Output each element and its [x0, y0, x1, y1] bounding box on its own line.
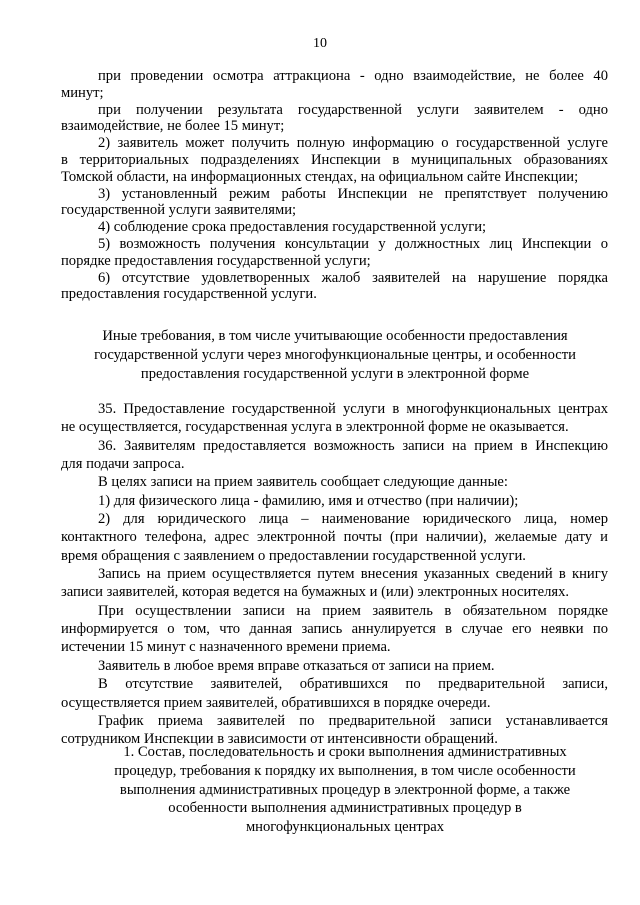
section-heading-numbered [95, 743, 595, 837]
list-item-line: в территориальных подразделениях Инспекции в муниципальных образованиях [61, 151, 608, 168]
paragraph-line: График приема заявителей по предварительной записи устанавливается [98, 712, 608, 729]
heading-line: особенности выполнения административных процедур в [168, 800, 522, 817]
paragraph-line: 2) для юридического лица – наименование юридического лица, номер [98, 511, 608, 528]
list-item-line: при проведении осмотра аттракциона - одно взаимодействие, не более 40 [98, 68, 608, 84]
paragraph-line: не осуществляется, государственная услуга в электронной форме не оказывается. [61, 419, 569, 436]
paragraph-line: 1) для физического лица - фамилию, имя и отчество (при наличии); [98, 492, 519, 509]
paragraph-line: При осуществлении записи на прием заявитель в обязательном порядке [98, 602, 608, 619]
heading-line: процедур, требования к порядку их выполнения, в том числе особенности [114, 762, 576, 779]
section-heading [70, 327, 600, 383]
paragraph-line: записи заявителей, которая ведется на бумажных и (или) электронных носителях. [61, 584, 570, 601]
heading-line: многофункциональных центрах [245, 819, 445, 836]
heading-line: Иные требования, в том числе учитывающие особенности предоставления [102, 328, 568, 344]
section-body [61, 400, 608, 749]
requirements-list [61, 68, 608, 303]
paragraph-line: Заявитель в любое время вправе отказаться от записи на прием. [98, 657, 495, 674]
paragraph-line: В целях записи на прием заявитель сообщает следующие данные: [98, 474, 508, 491]
paragraph-line: 36. Заявителям предоставляется возможность записи на прием в Инспекцию [98, 437, 608, 454]
list-item-line: порядке предоставления государственной услуги; [61, 252, 371, 269]
list-item-line: 2) заявитель может получить полную информацию о государственной услуге [98, 135, 608, 152]
list-item-line: при получении результата государственной услуги заявителем - одно [98, 101, 608, 118]
heading-line: 1. Состав, последовательность и сроки выполнения административных [123, 744, 567, 760]
paragraph-line: 35. Предоставление государственной услуги в многофункциональных центрах [98, 401, 608, 417]
list-item-line: государственной услуги заявителями; [61, 202, 297, 219]
page-number: 10 [313, 36, 327, 51]
paragraph-line: информируется о том, что данная запись аннулируется в случае его неявки по [61, 621, 608, 638]
list-item-line: 4) соблюдение срока предоставления государственной услуги; [98, 219, 487, 236]
paragraph-line: В отсутствие заявителей, обратившихся по предварительной записи, [98, 676, 608, 693]
heading-line: предоставления государственной услуги в электронной форме [140, 365, 530, 382]
paragraph-line: контактного телефона, адрес электронной почты (при наличии), желаемые дату и [61, 529, 608, 546]
paragraph-line: сотрудником Инспекции в зависимости от интенсивности обращений. [61, 731, 498, 748]
paragraph-line: время обращения с заявлением о предоставлении государственной услуги. [61, 547, 526, 564]
list-item-line: 6) отсутствие удовлетворенных жалоб заявителей на нарушение порядка [98, 269, 608, 286]
list-item-line: Томской области, на информационных стендах, на официальном сайте Инспекции; [61, 168, 579, 185]
list-item-line: 3) установленный режим работы Инспекции не препятствует получению [98, 185, 608, 202]
paragraph-line: для подачи запроса. [61, 456, 185, 473]
paragraph-line: осуществляется прием заявителей, обратившихся в порядке очереди. [61, 694, 491, 711]
list-item-line: взаимодействие, не более 15 минут; [61, 118, 285, 135]
heading-line: выполнения административных процедур в электронной форме, а также [119, 781, 571, 798]
list-item-line: минут; [61, 84, 104, 101]
paragraph-line: Запись на прием осуществляется путем внесения указанных сведений в книгу [98, 566, 608, 583]
list-item-line: 5) возможность получения консультации у должностных лиц Инспекции о [98, 235, 608, 252]
paragraph-line: истечении 15 минут с назначенного времени приема. [61, 639, 391, 656]
list-item-line: предоставления государственной услуги. [61, 286, 317, 303]
heading-line: государственной услуги через многофункциональные центры, и особенности [94, 346, 576, 363]
